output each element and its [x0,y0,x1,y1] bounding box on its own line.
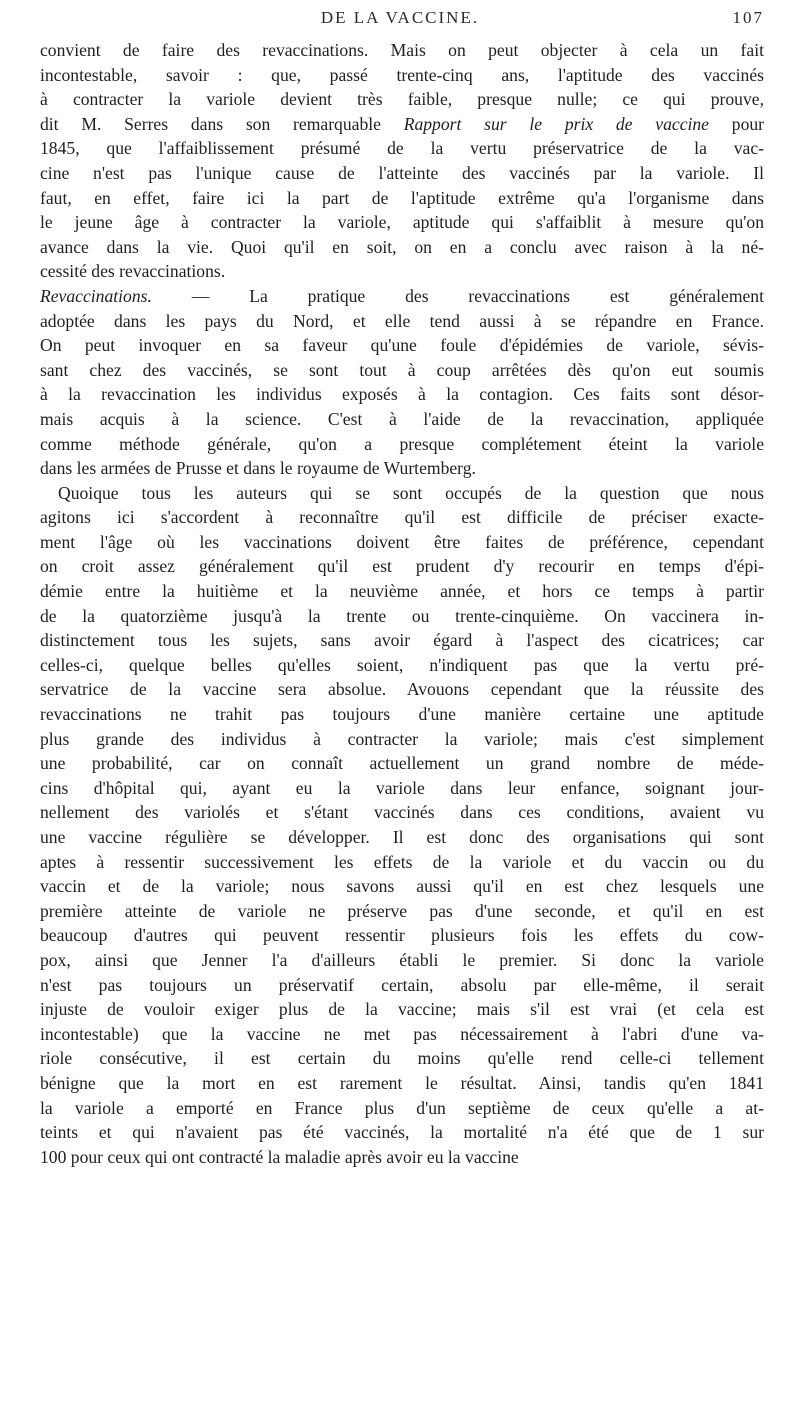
page-header [0,8,800,34]
text-line: le jeune âge à contracter la variole, aptitude qui s'affaiblit à mesure qu'on [40,212,764,233]
text-line: sant chez des vaccinés, se sont tout à coup arrêtées dès qu'on eut soumis [40,359,764,380]
text-line: revaccinations ne trahit pas toujours d'une manière certaine une aptitude [40,704,764,725]
text-line: à la revaccination les individus exposés à la contagion. Ces faits sont désor- [40,384,764,405]
text-line: bénigne que la mort en est rarement le résultat. Ainsi, tandis qu'en 1841 [40,1072,764,1093]
text-line: riole consécutive, il est certain du moins qu'elle rend celle-ci tellement [40,1048,764,1069]
text-line: n'est pas toujours un préservatif certain, absolu par elle-même, il serait [40,974,764,995]
body-text [40,38,764,1169]
text-line: mais acquis à la science. C'est à l'aide de la revaccination, appliquée [40,408,764,429]
text-line: adoptée dans les pays du Nord, et elle tend aussi à se répandre en France. [40,310,764,331]
text-line: servatrice de la vaccine sera absolue. Avouons cependant que la réussite des [40,679,764,700]
text-segment: dit M. Serres dans son remarquable [40,113,381,134]
text-line: pox, ainsi que Jenner l'a d'ailleurs établi le premier. Si donc la variole [40,949,764,970]
text-line: celles-ci, quelque belles qu'elles soient, n'indiquent pas que la vertu pré- [40,654,764,675]
text-segment: — La pratique des revaccinations est généralement [191,285,764,306]
text-line [40,284,764,309]
text-line: injuste de vouloir exiger plus de la vaccine; mais s'il est vrai (et cela est [40,999,764,1020]
text-line: 100 pour ceux qui ont contracté la maladie après avoir eu la vaccine [40,1146,519,1167]
text-line: à contracter la variole devient très faible, presque nulle; ce qui prouve, [40,89,764,110]
page-number: 107 [732,8,764,27]
text-line: On peut invoquer en sa faveur qu'une foule d'épidémies de variole, sévis- [40,335,764,356]
text-line: on croit assez généralement qu'il est prudent d'y recourir en temps d'épi- [40,556,764,577]
text-line: aptes à ressentir successivement les effets de la variole et du vaccin ou du [40,851,764,872]
text-line: faut, en effet, faire ici la part de l'aptitude extrême qu'a l'organisme dans [40,187,764,208]
text-line: une vaccine régulière se développer. Il est donc des organisations qui sont [40,827,764,847]
text-line: agitons ici s'accordent à reconnaître qu'il est difficile de préciser exacte- [40,507,764,528]
text-line: avance dans la vie. Quoi qu'il en soit, on en a conclu avec raison à la né- [40,236,764,257]
text-line: cins d'hôpital qui, ayant eu la variole dans leur enfance, soignant jour- [40,777,764,798]
running-title: DE LA VACCINE. [320,8,480,27]
text-line: convient de faire des revaccinations. Mais on peut objecter à cela un fait [40,40,764,60]
text-line: cine n'est pas l'unique cause de l'atteinte des vaccinés par la variole. Il [40,162,764,183]
text-line: dans les armées de Prusse et dans le royaume de Wurtemberg. [40,458,476,479]
text-line: teints et qui n'avaient pas été vaccinés, la mortalité n'a été que de 1 sur [40,1122,764,1143]
text-line: première atteinte de variole ne préserve pas d'une seconde, et qu'il en est [40,900,764,921]
text-line: démie entre la huitième et la neuvième année, et hors ce temps à partir [40,581,764,602]
text-line: ment l'âge où les vaccinations doivent être faites de préférence, cependant [40,531,764,552]
text-line: Quoique tous les auteurs qui se sont occupés de la question que nous [58,482,764,503]
text-line: vaccin et de la variole; nous savons aussi qu'il en est chez lesquels une [40,876,764,897]
text-line: 1845, que l'affaiblissement présumé de la vertu préservatrice de la vac- [40,138,764,159]
text-line: plus grande des individus à contracter la variole; mais c'est simplement [40,728,764,749]
text-line: distinctement tous les sujets, sans avoir égard à l'aspect des cicatrices; car [40,630,764,651]
section-heading-italic: Revaccinations. [40,285,152,306]
text-line: cessité des revaccinations. [40,261,226,282]
text-line: beaucoup d'autres qui peuvent ressentir plusieurs fois les effets du cow- [40,925,764,946]
text-line: une probabilité, car on connaît actuellement un grand nombre de méde- [40,753,764,774]
text-line: nellement des variolés et s'étant vaccinés dans ces conditions, avaient vu [40,802,764,823]
text-line: incontestable, savoir : que, passé trente-cinq ans, l'aptitude des vaccinés [40,64,764,85]
report-title-italic: Rapport sur le prix de vaccine [403,113,709,134]
text-line: comme méthode générale, qu'on a presque complétement éteint la variole [40,433,764,454]
text-segment: pour [731,113,764,134]
text-line: de la quatorzième jusqu'à la trente ou trente-cinquième. On vaccinera in- [40,605,764,626]
text-line [40,112,764,137]
text-line: incontestable) que la vaccine ne met pas nécessairement à l'abri d'une va- [40,1023,764,1044]
text-line: la variole a emporté en France plus d'un septième de ceux qu'elle a at- [40,1097,764,1118]
